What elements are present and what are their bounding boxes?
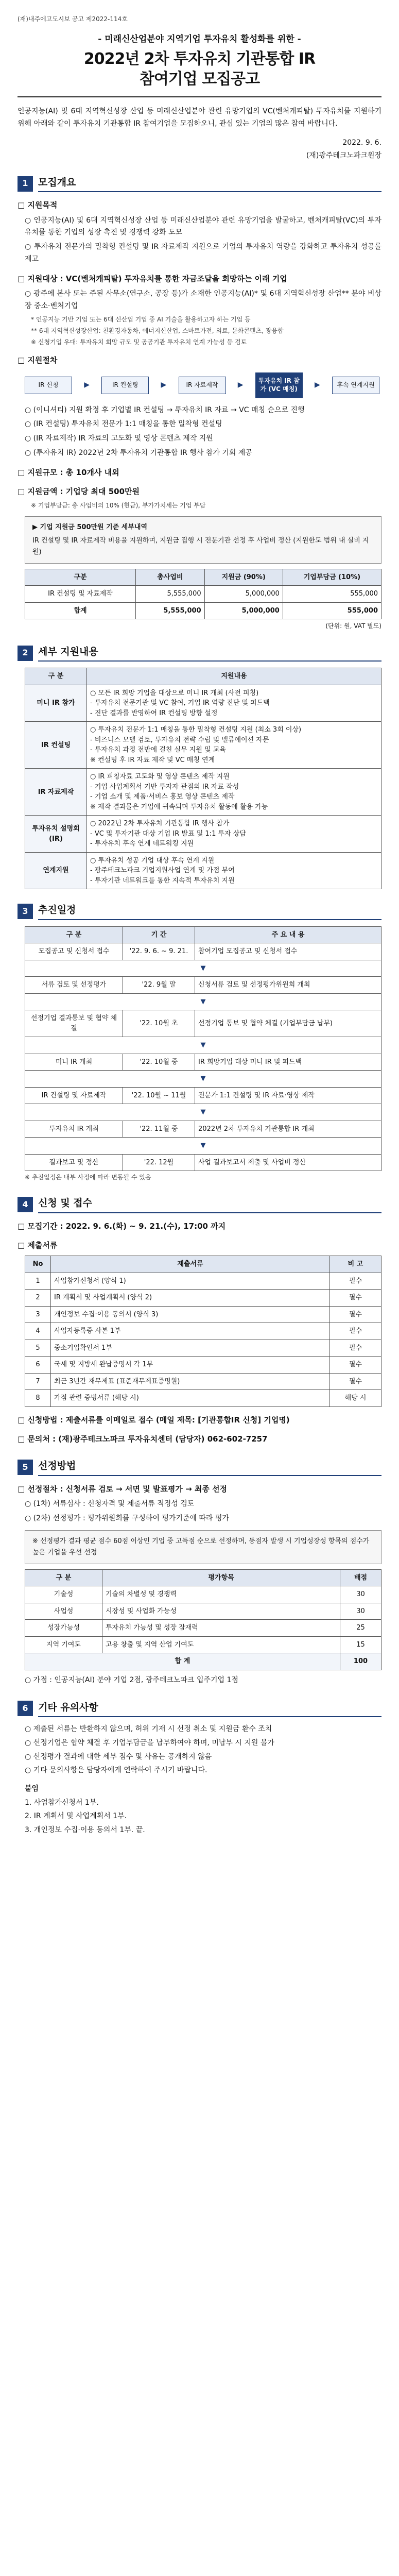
section-title: 신청 및 접수 xyxy=(38,1196,381,1213)
section-number: 1 xyxy=(18,176,33,192)
section-title: 추진일정 xyxy=(38,903,381,920)
table-cell: 선정기업 결과통보 및 협약 체결 xyxy=(25,1010,123,1037)
flow-step-5: 후속 연계지원 xyxy=(332,377,379,394)
title-main-line2: 참여기업 모집공고 xyxy=(139,70,260,88)
arrow-right-icon: ▶ xyxy=(237,381,244,389)
purpose-text-2: ○ 투자유치 전문가의 밀착형 컨설팅 및 IR 자료제작 지원으로 기업의 투자유치 역량을 강화하고 투자유치 성공률 제고 xyxy=(25,243,381,263)
table-header: 총사업비 xyxy=(136,569,205,586)
count-heading: □ 지원규모 : 총 10개사 내외 xyxy=(18,467,119,477)
table-header: 비 고 xyxy=(330,1256,381,1273)
table-cell: 미니 IR 참가 xyxy=(25,685,87,722)
table-cell: 필수 xyxy=(330,1323,381,1340)
arrow-down-icon: ▼ xyxy=(25,960,381,977)
table-cell: 사업자등록증 사본 1부 xyxy=(51,1323,330,1340)
callout-title: ▶ 기업 지원금 500만원 기준 세부내역 xyxy=(32,523,148,531)
selection-step-1: ○ (1차) 서류심사 : 신청자격 및 제출서류 적정성 검토 xyxy=(25,1500,195,1509)
purpose-text-1: ○ 인공지능(AI) 및 6대 지역혁신성장 산업 등 미래신산업분야 관련 유망기업을 발굴하고, 벤처캐피탈(VC)의 투자유치를 통한 기업의 성장 촉진 및 경쟁력 강화 도모 xyxy=(25,216,381,237)
table-cell: 100 xyxy=(340,1653,381,1670)
table-cell: 국세 및 지방세 완납증명서 각 1부 xyxy=(51,1357,330,1374)
table-cell: 1 xyxy=(25,1273,51,1290)
flow-step-4: 투자유치 IR 참가 (VC 매칭) xyxy=(255,372,303,398)
table-cell: 합계 xyxy=(25,602,136,619)
section-title: 선정방법 xyxy=(38,1459,381,1476)
table-header: 구 분 xyxy=(25,1569,102,1586)
table-cell: 고용 창출 및 지역 산업 기여도 xyxy=(102,1636,340,1653)
table-cell: 8 xyxy=(25,1390,51,1407)
table-cell: 시장성 및 사업화 가능성 xyxy=(102,1603,340,1620)
amount-note: ※ 기업부담금: 총 사업비의 10% (현금), 부가가치세는 기업 부담 xyxy=(31,502,206,510)
budget-table xyxy=(25,569,381,620)
arrow-down-icon: ▼ xyxy=(25,993,381,1010)
table-cell: 5,000,000 xyxy=(204,602,283,619)
table-cell: 필수 xyxy=(330,1273,381,1290)
table-header: 기업부담금 (10%) xyxy=(283,569,381,586)
table-header: 구분 xyxy=(25,569,136,586)
amount-callout xyxy=(25,516,381,564)
table-header: 주 요 내 용 xyxy=(195,926,381,943)
table-row xyxy=(25,977,381,994)
table-cell: 30 xyxy=(340,1603,381,1620)
title-main: 2022년 2차 투자유치 기관통합 IR xyxy=(83,49,316,68)
table-cell: '22. 9. 6. ~ 9. 21. xyxy=(123,943,195,960)
attachments-title: 붙임 xyxy=(25,1785,39,1793)
table-row xyxy=(25,1323,381,1340)
notice-number: (재)내주에고도시보 공고 제2022-114호 xyxy=(18,15,128,23)
caution-item: ○ 선정기업은 협약 체결 후 기업부담금을 납부하여야 하며, 미납부 시 지원 불가 xyxy=(25,1738,274,1747)
table-cell: '22. 11월 중 xyxy=(123,1121,195,1138)
target-note-3: ※ 신청기업 우대: 투자유치 희망 규모 및 공공기관 투자유치 연계 가능성 등 검토 xyxy=(31,338,247,346)
table-cell: IR 계획서 및 사업계획서 (양식 2) xyxy=(51,1290,330,1307)
caution-item: ○ 제출된 서류는 반환하지 않으며, 허위 기재 시 선정 취소 및 지원금 환수 조치 xyxy=(25,1725,272,1734)
table-row xyxy=(25,943,381,960)
table-row xyxy=(25,1154,381,1171)
table-cell: ○ 투자유치 전문가 1:1 매칭을 통한 밀착형 컨설팅 지원 (최소 3회 이상) - 비즈니스 모델 검토, 투자유치 전략 수립 및 밸류에이션 자문 - 투자유치 과정 전반에 걸친 실무 지원 및 교육 ※ 컨설팅 후 IR 자료 제작 및 VC 매칭 연계 xyxy=(87,722,381,769)
table-cell: 5,555,000 xyxy=(136,602,205,619)
table-cell: 기술성 xyxy=(25,1586,102,1603)
table-cell: '22. 10월 초 xyxy=(123,1010,195,1037)
table-header: 지원금 (90%) xyxy=(204,569,283,586)
table-cell: 투자유치 가능성 및 성장 잠재력 xyxy=(102,1620,340,1637)
table-cell: ○ 모든 IR 희망 기업을 대상으로 미니 IR 개최 (사전 피칭) - 투자유치 전문기관 및 VC 참여, 기업 IR 역량 진단 및 피드백 - 진단 결과를 반영하여 IR 컨설팅 방향 설정 xyxy=(87,685,381,722)
table-cell: 투자유치 IR 개최 xyxy=(25,1121,123,1138)
section-number: 6 xyxy=(18,1701,33,1716)
section-number: 5 xyxy=(18,1460,33,1475)
section-title: 모집개요 xyxy=(38,175,381,192)
table-row xyxy=(25,1620,381,1637)
caution-item: ○ 기타 문의사항은 담당자에게 연락하여 주시기 바랍니다. xyxy=(25,1766,207,1775)
support-table xyxy=(25,668,381,889)
table-row xyxy=(25,1087,381,1104)
section-6-header xyxy=(18,1700,381,1717)
table-cell: 참여기업 모집공고 및 신청서 접수 xyxy=(195,943,381,960)
callout-text: IR 컨설팅 및 IR 자료제작 비용을 지원하며, 지원금 집행 시 전문기관 선정 후 사업비 정산 (지원한도 범위 내 실비 지원) xyxy=(32,536,369,556)
section-title: 기타 유의사항 xyxy=(38,1700,381,1717)
table-cell: 지역 기여도 xyxy=(25,1636,102,1653)
table-cell: 15 xyxy=(340,1636,381,1653)
table-cell: 5 xyxy=(25,1340,51,1357)
table-cell: 개인정보 수집·이용 동의서 (양식 3) xyxy=(51,1306,330,1323)
table-row xyxy=(25,1054,381,1071)
table-cell: '22. 10월 ~ 11월 xyxy=(123,1087,195,1104)
table-header: 구 분 xyxy=(25,668,87,685)
table-header: 지원내용 xyxy=(87,668,381,685)
table-cell: 신청서류 검토 및 선정평가위원회 개최 xyxy=(195,977,381,994)
table-row xyxy=(25,722,381,769)
eval-table-wrap xyxy=(25,1569,381,1670)
table-cell: IR 희망기업 대상 미니 IR 및 피드백 xyxy=(195,1054,381,1071)
table-cell: 해당 시 xyxy=(330,1390,381,1407)
table-cell: 미니 IR 개최 xyxy=(25,1054,123,1071)
table-cell: 필수 xyxy=(330,1290,381,1307)
title-subtitle: - 미래신산업분야 지역기업 투자유치 활성화를 위한 - xyxy=(98,33,301,44)
table-row xyxy=(25,1306,381,1323)
table-header: 구 분 xyxy=(25,926,123,943)
table-row xyxy=(25,1290,381,1307)
table-cell: 필수 xyxy=(330,1357,381,1374)
table-row xyxy=(25,1357,381,1374)
issuing-org: (재)광주테크노파크원장 xyxy=(306,151,381,160)
procedure-text-2: ○ (IR 컨설팅) 투자유치 전문가 1:1 매칭을 통한 밀착형 컨설팅 xyxy=(25,420,222,429)
table-row xyxy=(25,816,381,853)
table-cell: ○ 2022년 2차 투자유치 기관통합 IR 행사 참가 - VC 및 투자기관 대상 기업 IR 발표 및 1:1 투자 상담 - 투자유치 후속 연계 네트워킹 지원 xyxy=(87,816,381,853)
table-cell: 30 xyxy=(340,1586,381,1603)
table-cell: 사업참가신청서 (양식 1) xyxy=(51,1273,330,1290)
table-header: No xyxy=(25,1256,51,1273)
schedule-note: ※ 추진일정은 내부 사정에 따라 변동될 수 있음 xyxy=(25,1174,151,1181)
section-title: 세부 지원내용 xyxy=(38,645,381,662)
section-number: 2 xyxy=(18,646,33,661)
table-row xyxy=(25,769,381,816)
section-number: 3 xyxy=(18,904,33,919)
section-3-header xyxy=(18,903,381,920)
table-cell: 5,000,000 xyxy=(204,586,283,603)
table-cell: 최근 3년간 재무제표 (표준재무제표증명원) xyxy=(51,1373,330,1390)
table-cell: 연계지원 xyxy=(25,852,87,889)
bonus-points: ○ 가점 : 인공지능(AI) 분야 기업 2점, 광주테크노파크 입주기업 1점 xyxy=(25,1675,238,1684)
caution-item: ○ 선정평가 결과에 대한 세부 점수 및 사유는 공개하지 않음 xyxy=(25,1752,212,1761)
arrow-right-icon: ▶ xyxy=(314,381,320,389)
table-cell: 기술의 차별성 및 경쟁력 xyxy=(102,1586,340,1603)
table-row xyxy=(25,1636,381,1653)
target-note-2: ** 6대 지역혁신성장산업: 친환경자동차, 에너지신산업, 스마트가전, 의료, 문화콘텐츠, 광융합 xyxy=(31,327,284,334)
purpose-heading: □ 지원목적 xyxy=(18,200,58,210)
arrow-down-icon: ▼ xyxy=(25,1071,381,1088)
table-unit: (단위: 원, VAT 별도) xyxy=(325,622,381,630)
selection-step-2: ○ (2차) 선정평가 : 평가위원회를 구성하여 평가기준에 따라 평가 xyxy=(25,1514,229,1522)
flow-step-3: IR 자료제작 xyxy=(179,377,226,394)
section-2-header xyxy=(18,645,381,662)
table-header: 평가항목 xyxy=(102,1569,340,1586)
schedule-table-wrap xyxy=(25,926,381,1183)
documents-table xyxy=(25,1256,381,1407)
selection-callout: ※ 선정평가 결과 평균 점수 60점 이상인 기업 중 고득점 순으로 선정하며, 동점자 발생 시 기업성장성 항목의 점수가 높은 기업을 우선 선정 xyxy=(25,1530,381,1564)
arrow-down-icon: ▼ xyxy=(25,1037,381,1054)
procedure-text-1: ○ (이니셔티) 지원 확정 후 기업별 IR 컨설팅 → 투자유치 IR 자료 → VC 매칭 순으로 진행 xyxy=(25,405,305,414)
table-row xyxy=(25,602,381,619)
flow-step-1: IR 신청 xyxy=(25,377,72,394)
table-row xyxy=(25,1121,381,1138)
documents-table-wrap xyxy=(25,1256,381,1407)
table-cell: 7 xyxy=(25,1373,51,1390)
table-cell: 가점 관련 증빙서류 (해당 시) xyxy=(51,1390,330,1407)
budget-table-wrap xyxy=(25,569,381,631)
table-row xyxy=(25,852,381,889)
table-row xyxy=(25,586,381,603)
table-row xyxy=(25,1340,381,1357)
notice-date: 2022. 9. 6. xyxy=(342,138,381,147)
table-cell: IR 컨설팅 및 자료제작 xyxy=(25,1087,123,1104)
table-cell: IR 컨설팅 및 자료제작 xyxy=(25,586,136,603)
table-cell: 필수 xyxy=(330,1340,381,1357)
attachment-item: 1. 사업참가신청서 1부. xyxy=(25,1798,99,1807)
title-box xyxy=(18,32,381,97)
procedure-text-3: ○ (IR 자료제작) IR 자료의 고도화 및 영상 콘텐츠 제작 지원 xyxy=(25,434,213,443)
section-1-header xyxy=(18,175,381,192)
table-cell: 필수 xyxy=(330,1373,381,1390)
table-cell: '22. 9월 말 xyxy=(123,977,195,994)
table-cell: 모집공고 및 신청서 접수 xyxy=(25,943,123,960)
table-cell: 전문가 1:1 컨설팅 및 IR 자료·영상 제작 xyxy=(195,1087,381,1104)
table-cell: 서류 검토 및 선정평가 xyxy=(25,977,123,994)
table-cell: 필수 xyxy=(330,1306,381,1323)
table-row xyxy=(25,1273,381,1290)
table-cell: 성장가능성 xyxy=(25,1620,102,1637)
section-4-header xyxy=(18,1196,381,1213)
table-cell: 사업성 xyxy=(25,1603,102,1620)
table-cell: IR 자료제작 xyxy=(25,769,87,816)
target-note-1: * 인공지능 기반 기업 또는 6대 신산업 기업 중 AI 기술을 활용하고자 하는 기업 등 xyxy=(31,315,251,323)
intro-paragraph: 인공지능(AI) 및 6대 지역혁신성장 산업 등 미래신산업분야 관련 유망기업의 VC(벤처캐피탈) 투자유치를 지원하기 위해 아래와 같이 투자유치 기관통합 IR 참여기업을 모집하오니, 관심 있는 기업의 많은 참여 바랍니다. xyxy=(18,107,381,128)
section-number: 4 xyxy=(18,1197,33,1212)
target-heading: □ 지원대상 : VC(벤처캐피탈) 투자유치를 통한 자금조달을 희망하는 이래 기업 xyxy=(18,274,287,283)
table-cell: 사업 결과보고서 제출 및 사업비 정산 xyxy=(195,1154,381,1171)
table-cell: 5,555,000 xyxy=(136,586,205,603)
procedure-heading: □ 지원절차 xyxy=(18,355,58,365)
arrow-down-icon: ▼ xyxy=(25,1138,381,1155)
attachments xyxy=(25,1782,381,1837)
amount-heading: □ 지원금액 : 기업당 최대 500만원 xyxy=(18,487,140,497)
table-cell: ○ 투자유치 성공 기업 대상 후속 연계 지원 - 광주테크노파크 기업지원사업 연계 및 가점 부여 - 투자기관 네트워크를 통한 지속적 투자유치 지원 xyxy=(87,852,381,889)
table-cell: 투자유치 설명회 (IR) xyxy=(25,816,87,853)
method-heading: □ 신청방법 : 제출서류를 이메일로 접수 (메일 제목: [기관통합IR 신청] 기업명) xyxy=(18,1415,290,1425)
selection-procedure: □ 선정절차 : 신청서류 검토 → 서면 및 발표평가 → 최종 선정 xyxy=(18,1484,228,1494)
table-header: 배점 xyxy=(340,1569,381,1586)
table-cell: 선정기업 통보 및 협약 체결 (기업부담금 납부) xyxy=(195,1010,381,1037)
attachment-item: 2. IR 계획서 및 사업계획서 1부. xyxy=(25,1812,127,1821)
flow-step-2: IR 컨설팅 xyxy=(101,377,149,394)
arrow-right-icon: ▶ xyxy=(161,381,167,389)
arrow-right-icon: ▶ xyxy=(84,381,90,389)
table-cell: 3 xyxy=(25,1306,51,1323)
target-text: ○ 광주에 본사 또는 주된 사무소(연구소, 공장 등)가 소재한 인공지능(AI)* 및 6대 지역혁신성장 산업** 분야 비상장 중소·벤처기업 xyxy=(25,290,381,310)
table-row xyxy=(25,1586,381,1603)
table-header: 기 간 xyxy=(123,926,195,943)
schedule-table xyxy=(25,926,381,1172)
support-table-wrap xyxy=(25,668,381,889)
documents-heading: □ 제출서류 xyxy=(18,1241,58,1250)
table-cell: 중소기업확인서 1부 xyxy=(51,1340,330,1357)
table-cell: 4 xyxy=(25,1323,51,1340)
table-row xyxy=(25,1390,381,1407)
table-cell: 2022년 2차 투자유치 기관통합 IR 개최 xyxy=(195,1121,381,1138)
contact-heading: □ 문의처 : (재)광주테크노파크 투자유치센터 (담당자) 062-602-7257 xyxy=(18,1434,268,1444)
section-5-header xyxy=(18,1459,381,1476)
table-row xyxy=(25,1653,381,1670)
table-header: 제출서류 xyxy=(51,1256,330,1273)
table-cell: IR 컨설팅 xyxy=(25,722,87,769)
table-row xyxy=(25,685,381,722)
table-cell: 합 계 xyxy=(25,1653,340,1670)
table-cell: 555,000 xyxy=(283,602,381,619)
eval-table xyxy=(25,1569,381,1670)
procedure-flow xyxy=(25,372,379,398)
attachment-item: 3. 개인정보 수집·이용 동의서 1부. 끝. xyxy=(25,1826,145,1835)
table-cell: 2 xyxy=(25,1290,51,1307)
table-row xyxy=(25,1373,381,1390)
table-cell: '22. 10월 중 xyxy=(123,1054,195,1071)
table-cell: 6 xyxy=(25,1357,51,1374)
table-cell: 결과보고 및 정산 xyxy=(25,1154,123,1171)
table-cell: 555,000 xyxy=(283,586,381,603)
table-row xyxy=(25,1603,381,1620)
table-cell: '22. 12월 xyxy=(123,1154,195,1171)
table-row xyxy=(25,1010,381,1037)
table-cell: 25 xyxy=(340,1620,381,1637)
table-cell: ○ IR 피칭자료 고도화 및 영상 콘텐츠 제작 지원 - 기업 사업계획서 기반 투자자 관점의 IR 자료 작성 - 기업 소개 및 제품·서비스 홍보 영상 콘텐츠 제작 ※ 제작 결과물은 기업에 귀속되며 투자유치 활동에 활용 가능 xyxy=(87,769,381,816)
period-heading: □ 모집기간 : 2022. 9. 6.(화) ~ 9. 21.(수), 17:00 까지 xyxy=(18,1221,226,1231)
arrow-down-icon: ▼ xyxy=(25,1104,381,1121)
procedure-text-4: ○ (투자유치 IR) 2022년 2차 투자유치 기관통합 IR 행사 참가 기회 제공 xyxy=(25,449,252,457)
